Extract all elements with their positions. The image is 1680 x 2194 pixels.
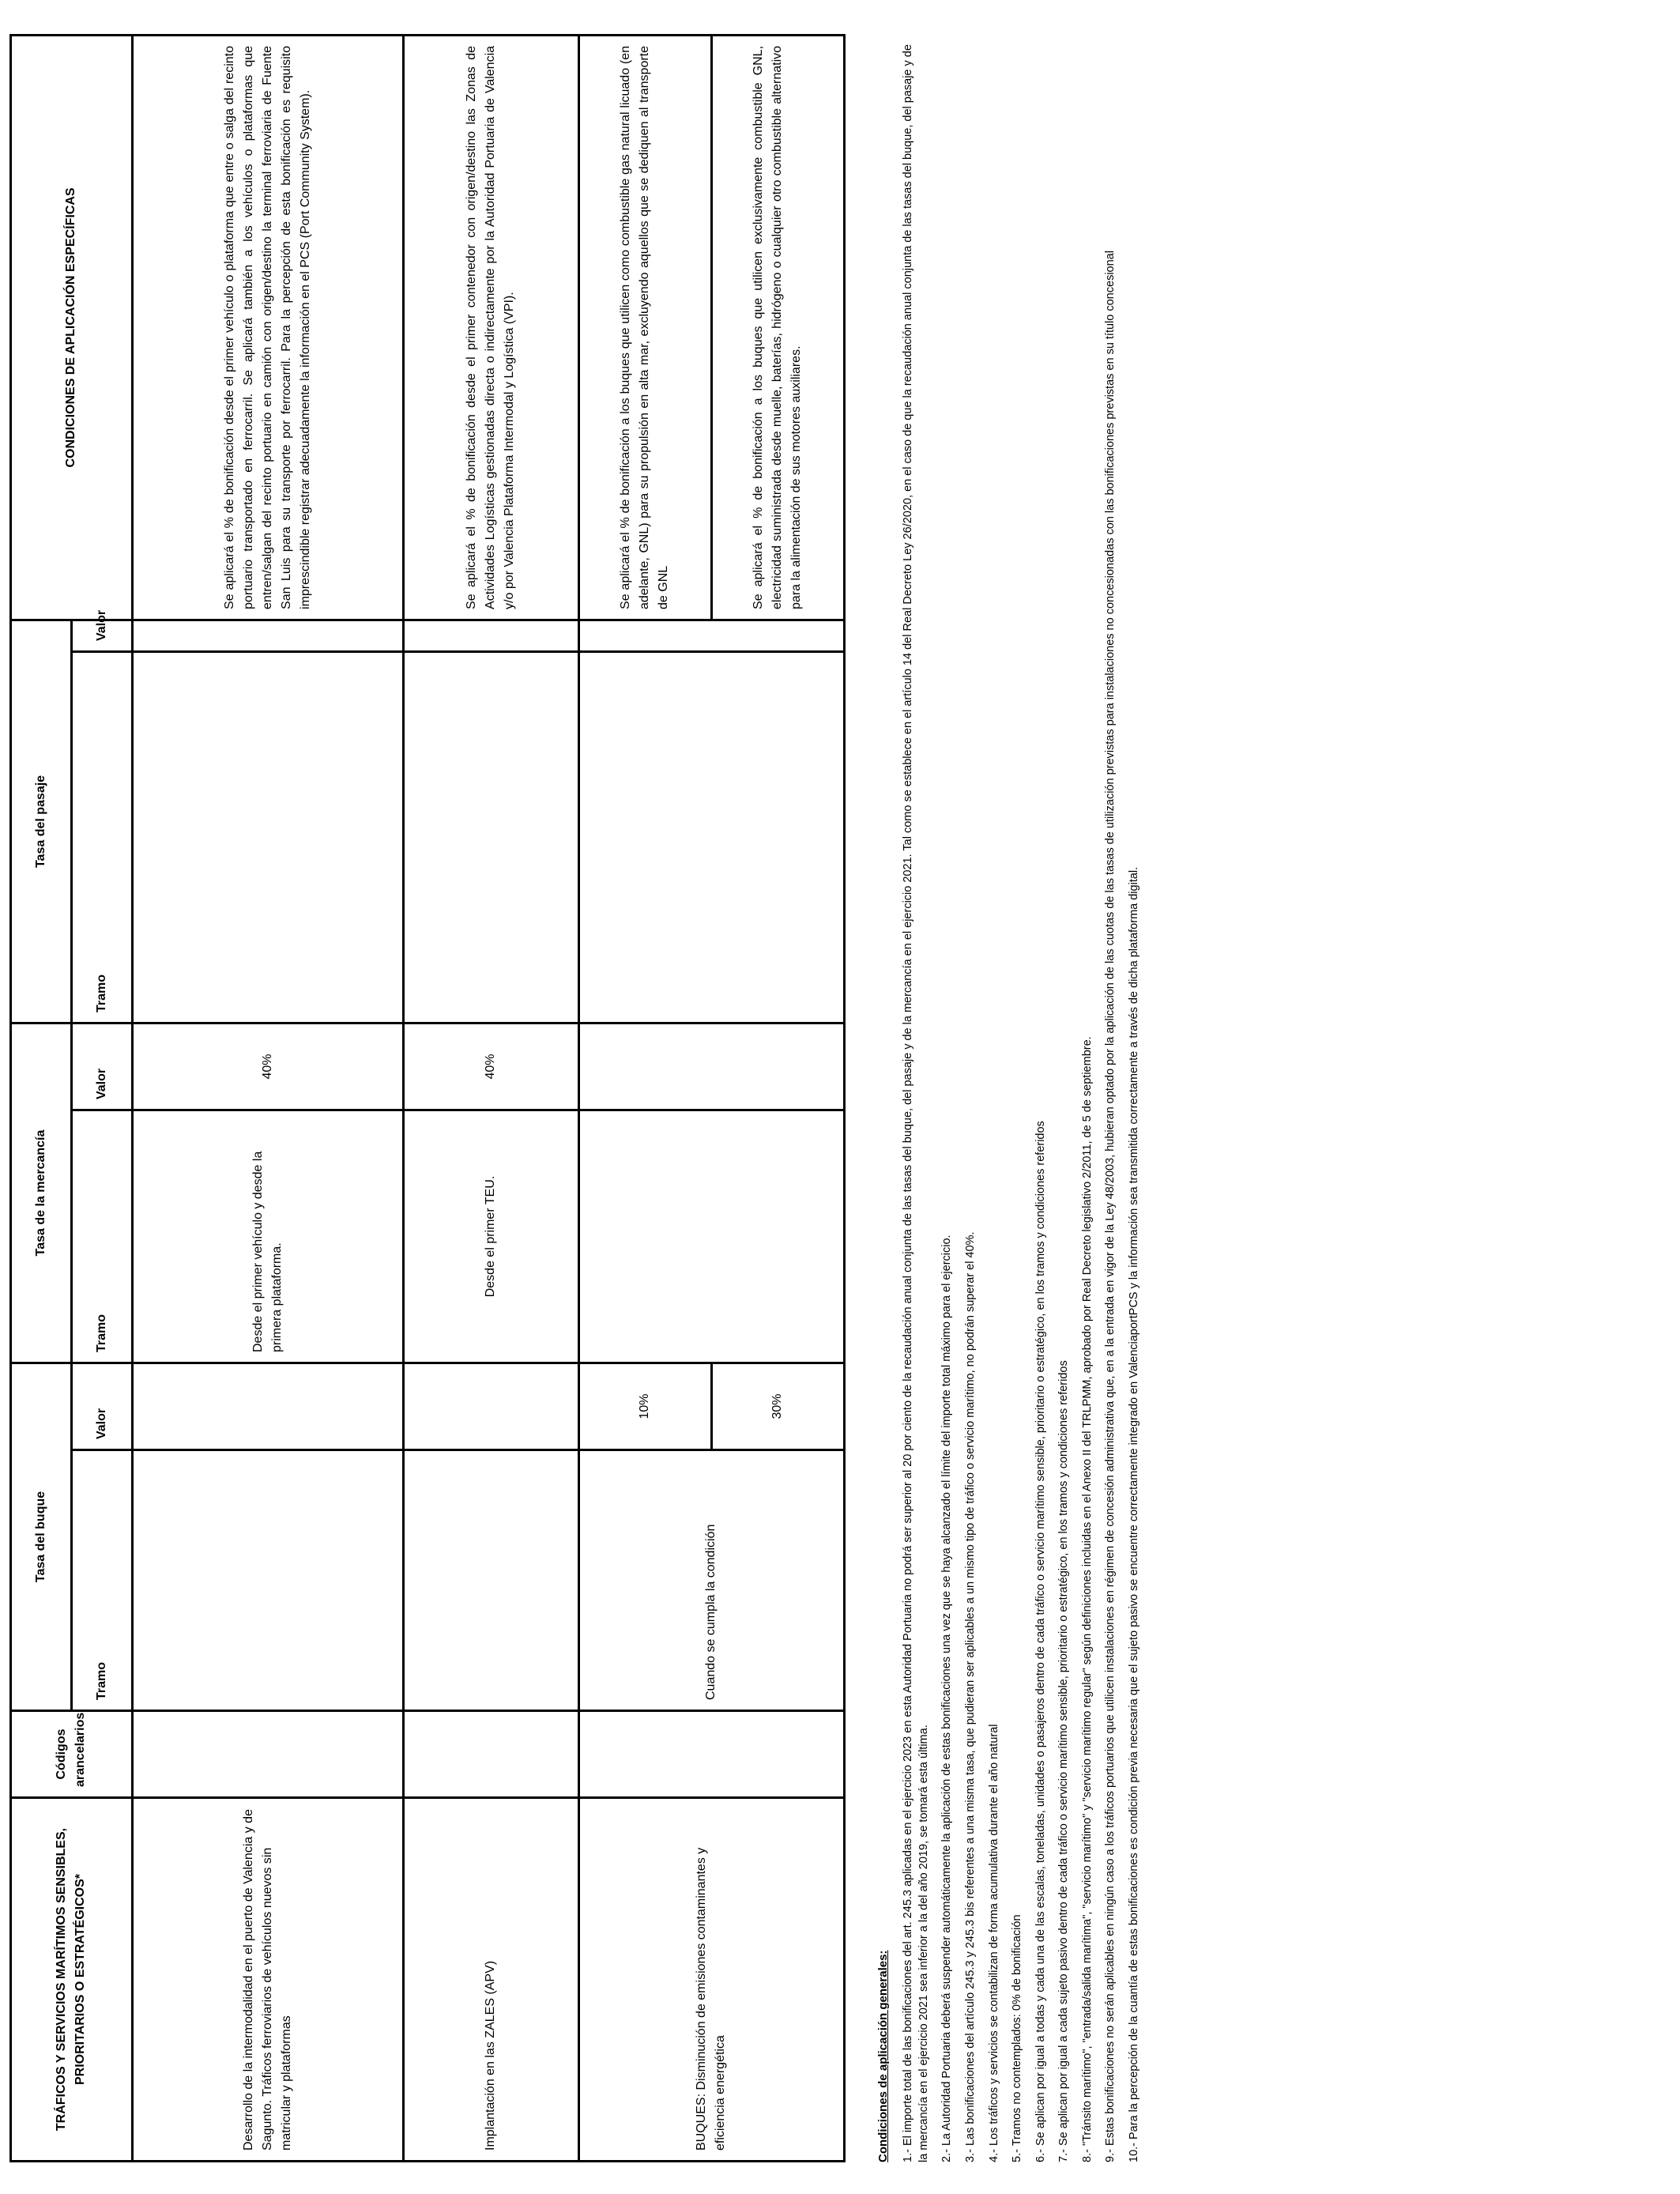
row-mercancia-tramo: Desde el primer TEU.: [404, 1110, 579, 1363]
general-conditions: [876, 36, 1150, 2162]
row-pasaje-tramo: [132, 651, 403, 1023]
row-trafico-buques: BUQUES: Disminución de emisiones contaminantes y eficiencia energética: [578, 1798, 844, 2162]
row-trafico: Desarrollo de la intermodalidad en el puerto de Valencia y de Sagunto. Tráficos ferroviarios de vehículos nuevos sin matricular y plataformas: [132, 1798, 403, 2162]
table-row: [404, 35, 579, 2161]
general-conditions-title: Condiciones de aplicación generales:: [876, 1950, 890, 2162]
row-codigos: [404, 1711, 579, 1798]
table-row: [578, 35, 711, 2161]
condition-item: 1.- El importe total de las bonificaciones del art. 245.3 aplicadas en el ejercicio 2023 en esta Autoridad Portuaria no podrá ser superior al 20 por ciento de la recaudación anual conjunta de las tasas del buque, del pasaje y de la mercancía en el ejercicio 2021. Tal como se establece en el artículo 14 del Real Decreto Ley 26/2020, en el caso de que la recaudación anual conjunta de las tasas del buque, del pasaje y de la mercancía en el ejercicio 2021 sea inferior a la del año 2019, se tomará esta última.: [902, 44, 930, 2162]
row-mercancia-valor: [578, 1023, 844, 1110]
row-condiciones: Se aplicará el % de bonificación a los buques que utilicen exclusivamente combustible GNL, electricidad suministrada desde muelle, baterías, hidrógeno o cualquier otro combustible alternativo para la alimentación de sus motores auxiliares.: [711, 35, 844, 620]
subheader-pasaje-tramo: Tramo: [71, 651, 132, 1023]
condition-item: 3.- Las bonificaciones del artículo 245.3 y 245.3 bis referentes a una misma tasa, que pudieran ser aplicables a un mismo tipo de tráfico o servicio marítimo, no podrán superar el 40%.: [963, 1231, 977, 2162]
row-pasaje-tramo: [404, 651, 579, 1023]
row-buque-tramo: Cuando se cumpla la condición: [578, 1450, 844, 1711]
bonificaciones-table: [9, 34, 846, 2162]
header-codigos: Códigos arancelarios: [11, 1711, 133, 1798]
row-codigos: [578, 1711, 844, 1798]
subheader-buque-valor: Valor: [71, 1363, 132, 1450]
header-condiciones: CONDICIONES DE APLICACIÓN ESPECÍFICAS: [11, 35, 133, 620]
row-pasaje-valor: [132, 620, 403, 651]
row-pasaje-valor: [578, 620, 844, 651]
row-mercancia-tramo: [578, 1110, 844, 1363]
condition-item: 7.- Se aplican por igual a cada sujeto pasivo dentro de cada tráfico o servicio marítimo sensible, prioritario o estratégico, en los tramos y condiciones referidos: [1057, 1360, 1071, 2162]
condition-item: 5.- Tramos no contemplados: 0% de bonificación: [1011, 1914, 1024, 2162]
row-buque-tramo: [404, 1450, 579, 1711]
row-buque-valor: 10%: [578, 1363, 711, 1450]
condition-item: 8.- "Tránsito marítimo", "entrada/salida marítima", "servicio marítimo" y "servicio marítimo regular" según definiciones incluidas en el Anexo II del TRLPMM, aprobado por Real Decreto legislativo 2/2011, de 5 de septiembre.: [1080, 1036, 1094, 2162]
row-condiciones: Se aplicará el % de bonificación a los buques que utilicen como combustible gas natural licuado (en adelante, GNL) para su propulsión en alta mar, excluyendo aquellos que se dediquen al transporte de GNL: [578, 35, 711, 620]
subheader-mercancia-tramo: Tramo: [71, 1110, 132, 1363]
header-tasa-buque: Tasa del buque: [11, 1363, 72, 1711]
header-tasa-pasaje: Tasa del pasaje: [11, 620, 72, 1023]
row-buque-valor: [404, 1363, 579, 1450]
row-condiciones: Se aplicará el % de bonificación desde el primer vehículo o plataforma que entre o salga del recinto portuario transportado en ferrocarril. Se aplicará también a los vehículos o plataformas que entren/salgan del recinto portuario en camión con origen/destino la terminal ferroviaria de Fuente San Luis para su transporte por ferrocarril. Para la percepción de esta bonificación es requisito imprescindible registrar adecuadamente la información en el PCS (Port Community System).: [132, 35, 403, 620]
subheader-buque-tramo: Tramo: [71, 1450, 132, 1711]
row-pasaje-tramo: [578, 651, 844, 1023]
row-condiciones: Se aplicará el % de bonificación desde el primer contenedor con origen/destino las Zonas de Actividades Logísticas gestionadas directa o indirectamente por la Autoridad Portuaria de Valencia y/o por Valencia Plataforma Intermodal y Logística (VPI).: [404, 35, 579, 620]
row-buque-valor: 30%: [711, 1363, 844, 1450]
row-mercancia-valor: 40%: [404, 1023, 579, 1110]
subheader-pasaje-valor: Valor: [71, 620, 132, 651]
condition-item: 4.- Los tráficos y servicios se contabilizan de forma acumulativa durante el año natural: [987, 1724, 1000, 2162]
row-mercancia-tramo: Desde el primer vehículo y desde la primera plataforma.: [132, 1110, 403, 1363]
row-buque-valor: [132, 1363, 403, 1450]
header-traficos: TRÁFICOS Y SERVICIOS MARÍTIMOS SENSIBLES, PRIORITARIOS O ESTRATÉGICOS*: [11, 1798, 133, 2162]
condition-item: 9.- Estas bonificaciones no serán aplicables en ningún caso a los tráficos portuarios que utilicen instalaciones en régimen de concesión administrativa que, en a la entrada en vigor de la Ley 48/2003, hubieran optado por la aplicación de las cuotas de las tasas de utilización previstas para instalaciones no concesionadas con las bonificaciones previstas en su título concesional: [1104, 251, 1117, 2162]
row-pasaje-valor: [404, 620, 579, 651]
condition-item: 2.- La Autoridad Portuaria deberá suspender automáticamente la aplicación de estas bonificaciones una vez que se haya alcanzado el límite del importe total máximo para el ejercicio.: [940, 1235, 954, 2162]
row-mercancia-valor: 40%: [132, 1023, 403, 1110]
row-buque-tramo: [132, 1450, 403, 1711]
row-codigos: [132, 1711, 403, 1798]
condition-item: 10.- Para la percepción de la cuantía de estas bonificaciones es condición previa necesaria que el sujeto pasivo se encuentre correctamente integrado en ValenciaportPCS y la información sea transmitida correctamente a través de dicha plataforma digital.: [1127, 866, 1140, 2162]
row-trafico: Implantación en las ZALES (APV): [404, 1798, 579, 2162]
table-row: [132, 35, 403, 2161]
condition-item: 6.- Se aplican por igual a todas y cada una de las escalas, toneladas, unidades o pasajeros dentro de cada tráfico o servicio marítimo sensible, prioritario o estratégico, en los tramos y condiciones referidos: [1034, 1121, 1047, 2162]
header-tasa-mercancia: Tasa de la mercancía: [11, 1023, 72, 1363]
subheader-mercancia-valor: Valor: [71, 1023, 132, 1110]
